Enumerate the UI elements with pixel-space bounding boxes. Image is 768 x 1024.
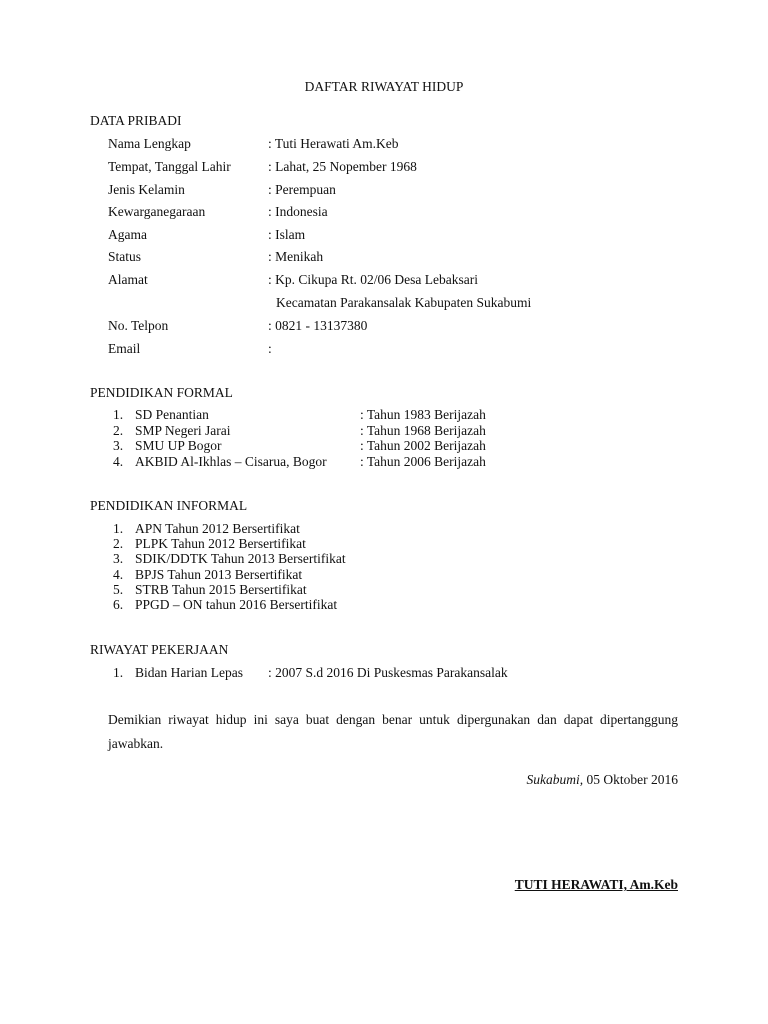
- label-email: Email: [108, 341, 141, 356]
- list-number: 3.: [113, 551, 124, 566]
- list-number: 2.: [113, 423, 124, 438]
- signing-date: 05 Oktober 2016: [583, 772, 678, 787]
- list-number: 1.: [113, 521, 124, 536]
- label-kewarganegaraan: Kewarganegaraan: [108, 204, 206, 219]
- formal-school: AKBID Al-Ikhlas – Cisarua, Bogor: [135, 454, 327, 469]
- label-ttl: Tempat, Tanggal Lahir: [108, 159, 231, 174]
- list-number: 3.: [113, 438, 124, 453]
- section-heading-pendidikan-informal: PENDIDIKAN INFORMAL: [90, 498, 248, 513]
- formal-school: SMU UP Bogor: [135, 438, 222, 453]
- formal-year: : Tahun 2002 Berijazah: [360, 438, 486, 453]
- section-heading-riwayat-pekerjaan: RIWAYAT PEKERJAAN: [90, 642, 229, 657]
- signature-name: TUTI HERAWATI, Am.Keb: [514, 877, 678, 892]
- list-number: 2.: [113, 536, 124, 551]
- label-status: Status: [108, 249, 142, 264]
- formal-year: : Tahun 1968 Berijazah: [360, 423, 486, 438]
- value-jenis-kelamin: : Perempuan: [268, 182, 336, 197]
- value-status: : Menikah: [268, 249, 324, 264]
- closing-statement: Demikian riwayat hidup ini saya buat dengan benar untuk dipergunakan dan dapat dipertanggung jawabkan.: [108, 712, 678, 751]
- place-name: Sukabumi,: [526, 772, 584, 787]
- value-alamat: : Kp. Cikupa Rt. 02/06 Desa Lebaksari: [268, 272, 478, 287]
- informal-item: PLPK Tahun 2012 Bersertifikat: [135, 536, 306, 551]
- value-nama: : Tuti Herawati Am.Keb: [268, 136, 399, 151]
- section-heading-data-pribadi: DATA PRIBADI: [90, 113, 182, 128]
- label-nama: Nama Lengkap: [108, 136, 191, 151]
- value-ttl: : Lahat, 25 Nopember 1968: [268, 159, 417, 174]
- informal-item: PPGD – ON tahun 2016 Bersertifikat: [135, 597, 338, 612]
- value-telpon: : 0821 - 13137380: [268, 318, 368, 333]
- informal-item: APN Tahun 2012 Bersertifikat: [135, 521, 300, 536]
- section-heading-pendidikan-formal: PENDIDIKAN FORMAL: [90, 385, 233, 400]
- formal-school: SMP Negeri Jarai: [135, 423, 231, 438]
- label-alamat: Alamat: [108, 272, 148, 287]
- formal-school: SD Penantian: [135, 407, 209, 422]
- list-number: 4.: [113, 567, 124, 582]
- label-agama: Agama: [108, 227, 147, 242]
- value-agama: : Islam: [268, 227, 306, 242]
- label-jenis-kelamin: Jenis Kelamin: [108, 182, 185, 197]
- label-telpon: No. Telpon: [108, 318, 169, 333]
- formal-year: : Tahun 1983 Berijazah: [360, 407, 486, 422]
- list-number: 1.: [113, 407, 124, 422]
- list-number: 4.: [113, 454, 124, 469]
- value-email: :: [268, 341, 272, 356]
- list-number: 6.: [113, 597, 124, 612]
- place-date: [527, 772, 679, 788]
- formal-year: : Tahun 2006 Berijazah: [360, 454, 486, 469]
- work-detail: : 2007 S.d 2016 Di Puskesmas Parakansalak: [268, 665, 508, 680]
- list-number: 5.: [113, 582, 124, 597]
- document-title: DAFTAR RIWAYAT HIDUP: [304, 79, 464, 94]
- value-kewarganegaraan: : Indonesia: [268, 204, 328, 219]
- list-number: 1.: [113, 665, 124, 680]
- informal-item: STRB Tahun 2015 Bersertifikat: [135, 582, 307, 597]
- informal-item: BPJS Tahun 2013 Bersertifikat: [135, 567, 303, 582]
- work-role: Bidan Harian Lepas: [135, 665, 243, 680]
- value-alamat-line2: Kecamatan Parakansalak Kabupaten Sukabumi: [276, 295, 532, 310]
- informal-item: SDIK/DDTK Tahun 2013 Bersertifikat: [135, 551, 346, 566]
